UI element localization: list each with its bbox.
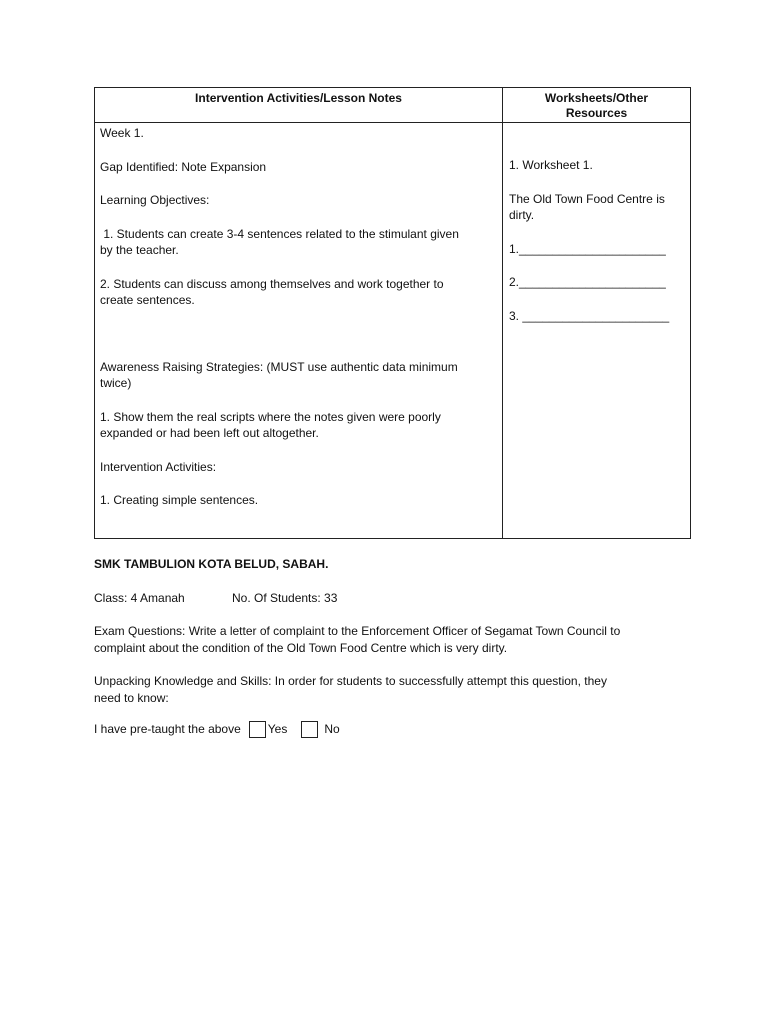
exam-question-line1: Exam Questions: Write a letter of complaint to the Enforcement Officer of Segamat Town Council to bbox=[94, 624, 621, 638]
class-row bbox=[94, 590, 694, 607]
no-checkbox[interactable] bbox=[301, 721, 318, 738]
no-label: No bbox=[324, 721, 340, 736]
worksheet-text: 1. Worksheet 1. bbox=[509, 158, 593, 172]
header-worksheets-line1: Worksheets/Other bbox=[544, 91, 649, 105]
strategy-1-line2: expanded or had been left out altogether. bbox=[100, 426, 319, 440]
objective-1-line1: 1. Students can create 3-4 sentences related to the stimulant given bbox=[100, 226, 459, 241]
yes-checkbox[interactable] bbox=[249, 721, 266, 738]
exam-question-line2: complaint about the condition of the Old Town Food Centre which is very dirty. bbox=[94, 640, 508, 655]
school-name: SMK TAMBULION KOTA BELUD, SABAH. bbox=[94, 557, 329, 571]
table-body-row bbox=[95, 123, 691, 539]
pretaught-row bbox=[94, 718, 694, 740]
header-worksheets bbox=[503, 88, 691, 123]
unpacking-line2: need to know: bbox=[94, 690, 169, 705]
intervention-heading: Intervention Activities: bbox=[100, 459, 217, 474]
blank-line-1: 1.______________________ bbox=[509, 241, 666, 256]
lesson-notes-cell bbox=[95, 123, 503, 539]
header-worksheets-line2: Resources bbox=[565, 106, 628, 120]
objective-2-line1: 2. Students can discuss among themselves and work together to bbox=[100, 276, 444, 291]
statement-line2: dirty. bbox=[509, 208, 535, 222]
students-label: No. Of Students: 33 bbox=[232, 590, 338, 605]
week-text: Week 1. bbox=[100, 126, 144, 140]
objectives-heading: Learning Objectives: bbox=[100, 193, 210, 207]
table-header-row bbox=[95, 88, 691, 123]
unpacking-line1: Unpacking Knowledge and Skills: In order for students to successfully attempt this question, they bbox=[94, 674, 607, 688]
awareness-line2: twice) bbox=[100, 376, 132, 390]
statement-line1: The Old Town Food Centre is bbox=[509, 191, 665, 206]
blank-line-3: 3. ______________________ bbox=[509, 308, 670, 323]
blank-line-2: 2.______________________ bbox=[509, 275, 666, 289]
class-label: Class: 4 Amanah bbox=[94, 590, 185, 605]
objective-2-line2: create sentences. bbox=[100, 293, 195, 307]
header-lesson-notes: Intervention Activities/Lesson Notes bbox=[95, 88, 503, 123]
awareness-line1: Awareness Raising Strategies: (MUST use authentic data minimum bbox=[100, 359, 458, 374]
gap-identified-text: Gap Identified: Note Expansion bbox=[100, 159, 267, 174]
worksheets-cell bbox=[503, 123, 691, 539]
intervention-1-text: 1. Creating simple sentences. bbox=[100, 493, 259, 507]
strategy-1-line1: 1. Show them the real scripts where the notes given were poorly bbox=[100, 409, 441, 424]
yes-label: Yes bbox=[267, 721, 288, 736]
lesson-plan-table bbox=[94, 87, 691, 539]
objective-1-line2: by the teacher. bbox=[100, 243, 179, 257]
pretaught-label: I have pre-taught the above bbox=[94, 721, 241, 736]
details-section bbox=[94, 556, 694, 740]
